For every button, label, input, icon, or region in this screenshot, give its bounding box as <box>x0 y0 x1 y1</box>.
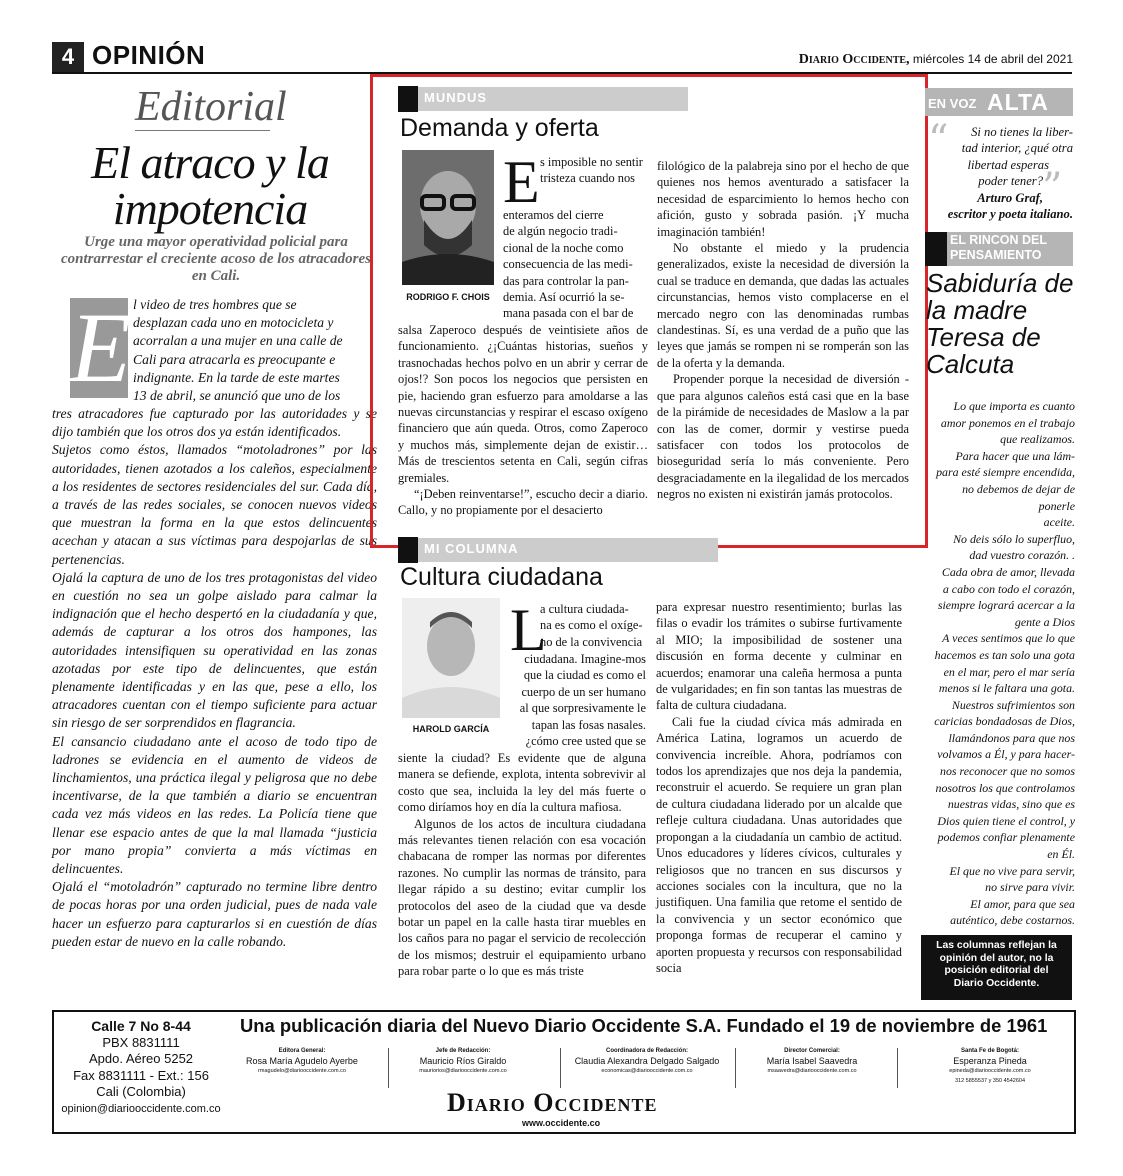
editorial-headline: El atraco y la impotencia <box>91 137 329 234</box>
rincon-line: nosotros los que controlamos <box>935 780 1075 795</box>
rincon-line: aceite. <box>1043 515 1075 530</box>
staff-divider <box>735 1048 736 1088</box>
quote-line: libertad esperas <box>967 157 1049 172</box>
mundus-section-label: MUNDUS <box>424 90 488 105</box>
address-line: Apdo. Aéreo 5252 <box>88 1051 194 1067</box>
quote-author: Arturo Graf, <box>977 190 1043 205</box>
intro-line: na es como el oxíge- <box>540 618 643 633</box>
staff-email[interactable]: mauriorios@diariooccidente.com.co <box>419 1068 507 1074</box>
rincon-line: amor ponemos en el trabajo <box>940 415 1075 430</box>
rincon-line: Nuestros sufrimientos son <box>951 697 1075 712</box>
micolumna-intro <box>540 601 645 650</box>
staff-commercial <box>742 1046 882 1076</box>
staff-role: Coordinadora de Redacción: <box>605 1048 688 1054</box>
editorial-kicker: Editorial <box>135 84 287 130</box>
section-title: OPINIÓN <box>92 40 206 70</box>
title-line: Sabiduría de <box>926 268 1074 298</box>
disclaimer-line: posición editorial del <box>944 965 1049 977</box>
rincon-line: en Él. <box>1047 847 1075 862</box>
staff-divider <box>388 1048 389 1088</box>
footer-address <box>56 1018 226 1118</box>
rincon-line: Para hacer que una lám- <box>955 448 1075 463</box>
address-line: Calle 7 No 8-44 <box>91 1018 191 1034</box>
intro-line: das para controlar la pan- <box>503 273 629 288</box>
intro-line: ciudadana. Imagine-mos <box>524 652 646 666</box>
staff-email[interactable]: rmagudelo@diariooccidente.com.co <box>258 1068 346 1074</box>
rincon-line: No deis sólo lo superfluo, <box>953 531 1075 546</box>
rincon-section-label: EL RINCON DEL PENSAMIENTO <box>950 233 1047 262</box>
editorial-paragraph: Ojalá la captura de uno de los tres protagonistas del video en cuestión no sea un golpe aislado para calmar la indignación que el hecho despertó en la ciudadanía y que, además de capturar a los otros dos hampones, las autoridades intensifiquen su operatividad en las zonas azotadas por este tipo de delincuentes, que están plenamente identificadas y en las que, pese a ello, los atracadores cuentan con el tiempo suficiente para actuar sin riesgo de ser sorprendidos en flagrancia. <box>52 569 377 731</box>
mundus-col2 <box>657 158 909 503</box>
rincon-line: El que no vive para servir, <box>949 863 1075 878</box>
staff-role: Jefe de Redacción: <box>435 1048 491 1054</box>
rincon-line: nos reconocer que no somos <box>940 764 1075 779</box>
intro-line: cional de la noche como <box>503 240 624 255</box>
quote-block <box>928 124 1073 222</box>
rincon-line: gente a Dios <box>1014 614 1075 629</box>
staff-editor <box>232 1046 372 1076</box>
author-photo <box>402 150 494 285</box>
rincon-line: Lo que importa es cuanto <box>953 399 1075 413</box>
intro-line: no de la convivencia <box>540 634 643 649</box>
mundus-intro-cont <box>503 207 648 322</box>
staff-coordinator <box>572 1046 722 1076</box>
staff-email[interactable]: msaavedra@diariooccidente.com.co <box>767 1068 857 1074</box>
quote-line: poder tener? <box>978 174 1043 189</box>
open-quote-icon: “ <box>928 117 949 163</box>
title-line: Teresa de <box>926 322 1041 352</box>
micolumna-col2 <box>656 599 902 976</box>
staff-divider <box>897 1048 898 1088</box>
rincon-line: en el mar, pero el mar sería <box>943 664 1075 679</box>
rincon-line: caricias bondadosas de Dios, <box>934 714 1075 729</box>
mundus-col1 <box>398 322 648 519</box>
mundus-paragraph: Propender porque la necesidad de diversión -que para algunos caleños está casi que en la base de la pirámide de necesidades de Maslow a la par con las de comer, dormir y vestirse pueda satisfacer con todos los protocolos de bioseguridad sería lo más conveniente. Pero desgraciadamente en la ilegalidad de los mercados negros no existen ni existirán jamás protocolos. <box>657 372 909 502</box>
mundus-paragraph: salsa Zaperoco después de veintisiete años de funcionamiento. ¿¡Cuántas historias, sueños y trasnochadas hechos polvo en un abrir y cerrar de ojos!? Son pocos los negocios que persisten en pie, haciendo gran esfuerzo para amoldarse a las nuevas circunstancias y respirar el escaso oxígeno financiero que aún queda. Otros, como Zaperoco y muchos más, simplemente dejan de existir… Más de trescientos setenta en Cali, según cifras gremiales. <box>398 323 648 485</box>
rincon-line: Dios quien tiene el control, y <box>937 813 1075 828</box>
rincon-line: llamándonos para que nos <box>948 730 1075 745</box>
staff-email[interactable]: epineda@diariooccidente.com.co <box>949 1068 1031 1074</box>
rincon-line: A veces sentimos que lo que <box>942 631 1075 646</box>
editorial-intro <box>133 296 373 405</box>
editorial-paragraph: El cansancio ciudadano ante el acoso de todo tipo de ladrones se evidencia en el aumento de videos de linchamientos, una práctica ilegal y peligrosa que no debe incentivarse, de la que también a diario se encuentran cada vez más videos en las redes. La Policía tiene que llenar ese espacio antes de que la mal llamada “justicia por mano propia” convierta a más víctimas en delincuentes. <box>52 733 377 877</box>
staff-name: Rosa María Agudelo Ayerbe <box>246 1056 358 1066</box>
author-caption: HAROLD GARCÍA <box>412 724 490 734</box>
intro-line: que la ciudad es como el <box>523 668 646 683</box>
newspaper-logo: Diario Occidente <box>447 1088 658 1117</box>
title-line: Calcuta <box>926 349 1015 379</box>
micolumna-bar-marker <box>398 537 418 563</box>
intro-line: tapan las fosas nasales. <box>531 717 646 732</box>
author-portrait-icon <box>402 598 500 718</box>
disclaimer-line: Diario Occidente. <box>953 977 1040 989</box>
editorial-subtitle: Urge una mayor operatividad policial para contrarrestar el creciente acoso de los atracadores en Cali. <box>61 234 371 284</box>
intro-line: desplazan cada uno en motocicleta y <box>133 315 334 331</box>
rincon-line: volvamos a Él, y para hacer- <box>937 747 1075 762</box>
address-line: Fax 8831111 - Ext.: 156 <box>73 1067 209 1083</box>
intro-line: cuerpo de un ser humano <box>521 684 646 699</box>
intro-line: demia. Así ocurrió la se- <box>503 290 625 305</box>
footer-email[interactable]: opinion@diariooccidente.com.co <box>61 1102 221 1115</box>
address-line: Cali (Colombia) <box>96 1084 186 1100</box>
staff-divider <box>560 1048 561 1088</box>
issue-date: miércoles 14 de abril del 2021 <box>912 52 1073 66</box>
alta-label: ALTA <box>987 89 1049 115</box>
intro-line: consecuencia de las medi- <box>503 257 633 272</box>
mundus-paragraph: No obstante el miedo y la prudencia generalizados, existe la necesidad de diversión la cual se traduce en demanda, que dadas las actuales circunstancias, hemos visto complacerse en el mercado negro con las denominadas rumbas clandestinas. Sí, es una verdad de a puño que las leyes que jamás se rompen ni se romperán son las de la oferta y la demanda. <box>657 241 909 370</box>
quote-line: Si no tienes la liber- <box>971 125 1073 139</box>
staff-name: Claudia Alexandra Delgado Salgado <box>574 1056 720 1066</box>
rincon-line: que realizamos. <box>1000 432 1075 447</box>
dateline <box>799 52 1073 68</box>
rincon-line: no sirve para vivir. <box>985 880 1075 895</box>
editorial-body <box>52 405 377 951</box>
intro-line: a cultura ciudada- <box>540 602 629 616</box>
rincon-line: para esté siempre encendida, <box>936 465 1075 480</box>
rincon-line: Cada obra de amor, llevada <box>941 564 1075 579</box>
micolumna-intro-cont <box>508 651 646 749</box>
staff-chief <box>393 1046 533 1076</box>
micolumna-paragraph: siente la ciudad? Es evidente que de alguna manera se defiende, explota, intenta sobrevivir al costo que sea, incluida la ley del más fuerte o como diríamos hoy en día la cultura mafiosa. <box>398 751 646 815</box>
rincon-line: menos si le faltara una gota. <box>938 681 1075 696</box>
website-link[interactable]: www.occidente.co <box>522 1118 601 1128</box>
editorial-paragraph: tres atracadores fue capturado por las autoridades y se dijo también que los otros dos ya están identificados. <box>52 406 377 440</box>
micolumna-section-label: MI COLUMNA <box>424 541 519 556</box>
rincon-line: hacemos es tan solo una gota <box>934 647 1075 662</box>
micolumna-paragraph: para expresar nuestro resentimiento; burlas las filas o evadir los trámites o subirse furtivamente al MIO; la imposibilidad de sostener una discusión en forma decente y culminar en acuerdos; enamorar una caleña hermosa a punta de vulgaridades; en fin son tantas las muestras de falta de cultura ciudadana. <box>656 600 902 713</box>
rincon-bar-marker <box>925 232 947 266</box>
micolumna-drop-cap: L <box>510 597 547 663</box>
rincon-body <box>925 398 1075 929</box>
mundus-title: Demanda y oferta <box>400 114 599 142</box>
mundus-bar-marker <box>398 86 418 112</box>
editorial-drop-cap: E <box>70 292 132 403</box>
intro-line: acorralan a una mujer en una calle de <box>133 333 343 349</box>
mundus-paragraph: filológico de la palabreja sino por el hecho de que quienes nos hemos aventurado a satisfacer la necesidad de esparcimiento lo hemos hecho con afición, gusto y sobrada pasión. ¡Y mucha imaginación también! <box>657 159 909 239</box>
mundus-intro <box>540 154 648 187</box>
rincon-line: podemos confiar plenamente <box>937 830 1075 845</box>
intro-line: mana pasada con el bar de <box>503 306 634 321</box>
quote-line: tad interior, ¿qué otra <box>961 141 1073 156</box>
staff-role: Santa Fe de Bogotá: <box>960 1048 1019 1054</box>
editorial-paragraph: Sujetos como éstos, llamados “motoladrones” por las autoridades, tienen azotados a los caleños, especialmente a los residentes de sectores residenciales del sur. Cada día, a través de las redes sociales, se conocen nuevos videos que muestran la forma en la que estos delincuentes acechan y atacan a sus víctimas para despojarlas de sus pertenencias. <box>52 442 377 567</box>
disclaimer-line: Las columnas reflejan la <box>936 940 1057 951</box>
address-line: PBX 8831111 <box>102 1034 180 1050</box>
staff-name: Mauricio Ríos Giraldo <box>419 1056 507 1066</box>
voz-label: EN VOZ <box>928 96 977 111</box>
footer-headline: Una publicación diaria del Nuevo Diario Occidente S.A. Fundado el 19 de noviembre de 1961 <box>240 1015 1048 1036</box>
page-number: 4 <box>52 42 84 72</box>
rincon-line: no debemos de dejar de ponerle <box>962 481 1075 513</box>
author-photo <box>402 598 500 718</box>
intro-line: ¿cómo cree usted que se <box>525 734 646 749</box>
micolumna-title: Cultura ciudadana <box>400 563 603 591</box>
staff-email[interactable]: economicas@diariooccidente.com.co <box>601 1068 693 1074</box>
rincon-title <box>926 270 1074 378</box>
intro-line: s imposible no sentir <box>540 155 643 169</box>
mundus-paragraph: “¡Deben reinventarse!”, escucho decir a diario. Callo, y no propiamente por el desacierto <box>398 487 648 518</box>
author-caption: RODRIGO F. CHOIS <box>406 292 490 302</box>
intro-line: indignante. En la tarde de este martes <box>133 369 340 385</box>
staff-name: María Isabel Saavedra <box>766 1056 858 1066</box>
rincon-line: nuestras vidas, sino que es <box>947 797 1075 812</box>
intro-line: enteramos del cierre <box>503 208 604 222</box>
disclaimer-box <box>921 935 1072 1000</box>
rincon-line: auténtico, debe costarnos. <box>950 913 1075 928</box>
micolumna-paragraph: Algunos de los actos de incultura ciudadana más relevantes tienen relación con esa vocación chabacana de romper las normas por diferentes razones. No cumplir las normas de tránsito, para llegar rápido a su destino; evitar cumplir los protocolos del aseo de la ciudad que va desde botar un papel en la calle hasta tirar muebles en los caños para no pagar el servicio de recolección de los mismos; destruir el equipamiento urbano para robar parte o lo que es más triste <box>398 816 646 979</box>
mundus-drop-cap: E <box>503 149 540 215</box>
editorial-paragraph: Ojalá el “motoladrón” capturado no termine libre dentro de pocas horas por una orden judicial, pues de nada vale hacer un esfuerzo para capturarlos si en cuestión de días pueden estar de nuevo en la calle robando. <box>52 879 377 949</box>
staff-name: Esperanza Pineda <box>953 1056 1027 1066</box>
intro-line: al que sorpresivamente le <box>519 701 646 716</box>
micolumna-paragraph: Cali fue la ciudad cívica más admirada en América Latina, logramos un acuerdo de convivencia increíble. Ahora, podríamos con todos los aprendizajes que nos deja la pandemia, reconstruir el acuerdo. Se requiere un gran plan de cultura ciudadana liderado por un alcalde que refleje cultura ciudadana. Unas autoridades que propongan a la ciudadanía un cambio de actitud. Unos educadores y líderes cívicos, culturales y religiosos que no trancen en sus discursos y acciones sociales con la incultura, que no la justifiquen. Una familia que retome el sentido de la convivencia y un sector económico que proponga formas de recuperar el camino y aporten propuesta y recursos con responsabilidad socia <box>656 714 902 975</box>
title-line: la madre <box>926 295 1028 325</box>
rincon-line: a cabo con todo el corazón, <box>942 581 1075 596</box>
author-portrait-icon <box>402 150 494 285</box>
editorial-rule <box>135 130 270 131</box>
staff-role: Director Comercial: <box>784 1048 840 1054</box>
intro-line: Cali para atracarla es preocupante e <box>133 351 336 367</box>
staff-phone: 312 5855537 y 350 4542604 <box>954 1078 1026 1084</box>
intro-line: tristeza cuando nos <box>540 171 635 186</box>
intro-line: de algún negocio tradi- <box>503 224 618 239</box>
close-quote-icon: ” <box>1042 165 1063 211</box>
rincon-line: dad vuestro corazón. . <box>969 548 1075 563</box>
en-voz-alta-banner <box>925 88 1073 116</box>
staff-role: Editora General: <box>278 1048 326 1054</box>
rincon-line: siempre logrará acercar a la <box>937 598 1075 613</box>
micolumna-col1 <box>398 750 646 980</box>
staff-bogota <box>930 1046 1050 1086</box>
disclaimer-line: opinión del autor, no la <box>939 952 1054 964</box>
rincon-line: El amor, para que sea <box>970 896 1075 911</box>
paper-name: Diario Occidente, <box>798 52 910 67</box>
intro-line: 13 de abril, se anunció que uno de los <box>133 388 341 404</box>
intro-line: l video de tres hombres que se <box>133 297 297 312</box>
quote-author-desc: escritor y poeta italiano. <box>947 207 1073 222</box>
